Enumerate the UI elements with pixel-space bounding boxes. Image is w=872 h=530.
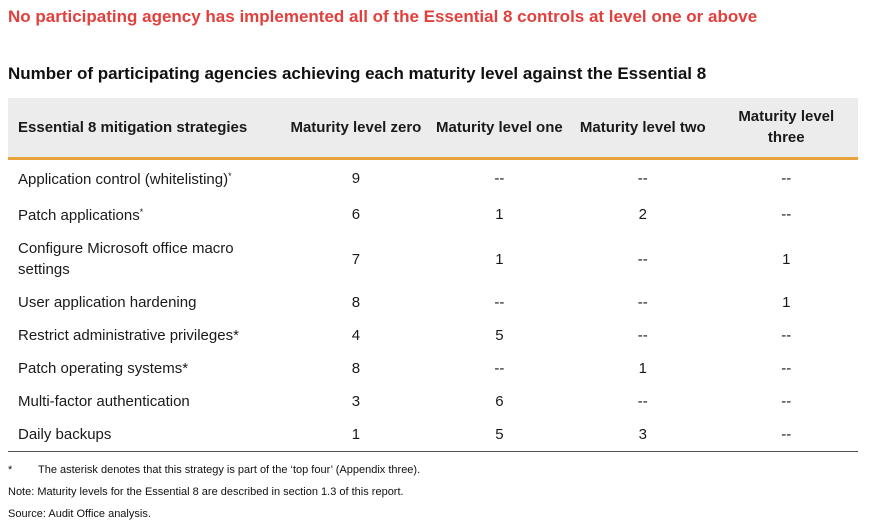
asterisk-footnote [8, 459, 868, 481]
level-three-count: -- [781, 327, 792, 344]
maturity-table [8, 98, 858, 452]
level-one-count: -- [494, 169, 505, 187]
level-one-count: -- [494, 360, 505, 377]
level-three-count: -- [781, 205, 792, 223]
level-zero-count: 8 [351, 294, 361, 311]
level-three-count: 1 [782, 294, 791, 311]
footnote-asterisk: * [8, 464, 13, 476]
strategy-name-cell [8, 385, 284, 418]
level-one-count: 5 [495, 327, 504, 344]
strategy-name-cell [8, 196, 284, 232]
top-four-asterisk: * [228, 171, 232, 181]
table-row [8, 196, 858, 232]
maturity-note: Note: Maturity levels for the Essential 8 are described in section 1.3 of this report. [8, 486, 404, 498]
strategy-name-cell [8, 418, 284, 452]
table-row [8, 385, 858, 418]
strategy-name: Patch operating systems [18, 360, 183, 377]
level-two-count: 2 [638, 205, 647, 223]
level-two-count: -- [637, 393, 648, 410]
level-three-count: -- [781, 169, 792, 187]
level-two-count: 3 [571, 418, 714, 452]
top-four-asterisk: * [233, 327, 239, 344]
column-header-level-zero: Maturity level zero [290, 118, 422, 136]
footnotes [8, 459, 868, 525]
level-one-count: -- [494, 294, 505, 311]
level-one-count: 6 [495, 393, 504, 410]
level-zero-count: 4 [351, 327, 361, 344]
table-header-row [8, 98, 858, 157]
table-row [8, 286, 858, 319]
strategy-name-cell [8, 352, 284, 385]
column-header-level-three: Maturity level three [738, 108, 835, 146]
strategy-name-cell [8, 319, 284, 352]
level-zero-count: 1 [284, 418, 427, 452]
top-four-asterisk: * [139, 207, 144, 217]
level-two-count: -- [637, 294, 648, 311]
column-header-strategies: Essential 8 mitigation strategies [18, 118, 248, 136]
strategy-name-cell [8, 286, 284, 319]
column-header-level-one: Maturity level one [436, 118, 563, 136]
strategy-name: User application hardening [18, 294, 197, 311]
level-two-count: -- [637, 327, 648, 344]
level-three-count: -- [781, 393, 792, 410]
strategy-name-cell [8, 232, 284, 286]
top-four-asterisk: * [182, 360, 189, 377]
level-zero-count: 7 [351, 250, 361, 268]
strategy-name: Configure Microsoft office macro settings [18, 240, 234, 278]
table-row [8, 352, 858, 385]
strategy-name: Restrict administrative privileges [18, 327, 234, 344]
table-row [8, 418, 858, 452]
level-two-count: 1 [638, 360, 647, 377]
table-row [8, 232, 858, 286]
table-row [8, 319, 858, 352]
level-three-count: -- [781, 360, 792, 377]
level-three-count: -- [715, 418, 858, 452]
level-one-count: 5 [428, 418, 571, 452]
strategy-name-cell [8, 159, 284, 197]
strategy-name: Multi-factor authentication [18, 393, 190, 410]
table-body [8, 159, 858, 452]
strategy-name: Application control (whitelisting) [18, 171, 229, 188]
column-header-level-two: Maturity level two [579, 118, 706, 136]
level-two-count: -- [637, 169, 648, 187]
level-three-count: 1 [782, 250, 791, 268]
asterisk-footnote-text: The asterisk denotes that this strategy is part of the ‘top four’ (Appendix three). [38, 464, 421, 476]
level-zero-count: 8 [351, 360, 361, 377]
table-title: Number of participating agencies achieving each maturity level against the Essential 8 [8, 64, 707, 83]
level-one-count: 1 [495, 205, 504, 223]
source-note: Source: Audit Office analysis. [8, 508, 151, 520]
strategy-name: Daily backups [18, 426, 112, 443]
level-zero-count: 6 [351, 205, 361, 223]
level-zero-count: 9 [351, 169, 361, 187]
level-one-count: 1 [495, 250, 504, 268]
level-two-count: -- [637, 250, 648, 268]
level-zero-count: 3 [351, 393, 361, 410]
strategy-name: Patch applications [18, 207, 140, 224]
page-headline: No participating agency has implemented all of the Essential 8 controls at level one or above [8, 7, 758, 26]
table-row [8, 159, 858, 197]
